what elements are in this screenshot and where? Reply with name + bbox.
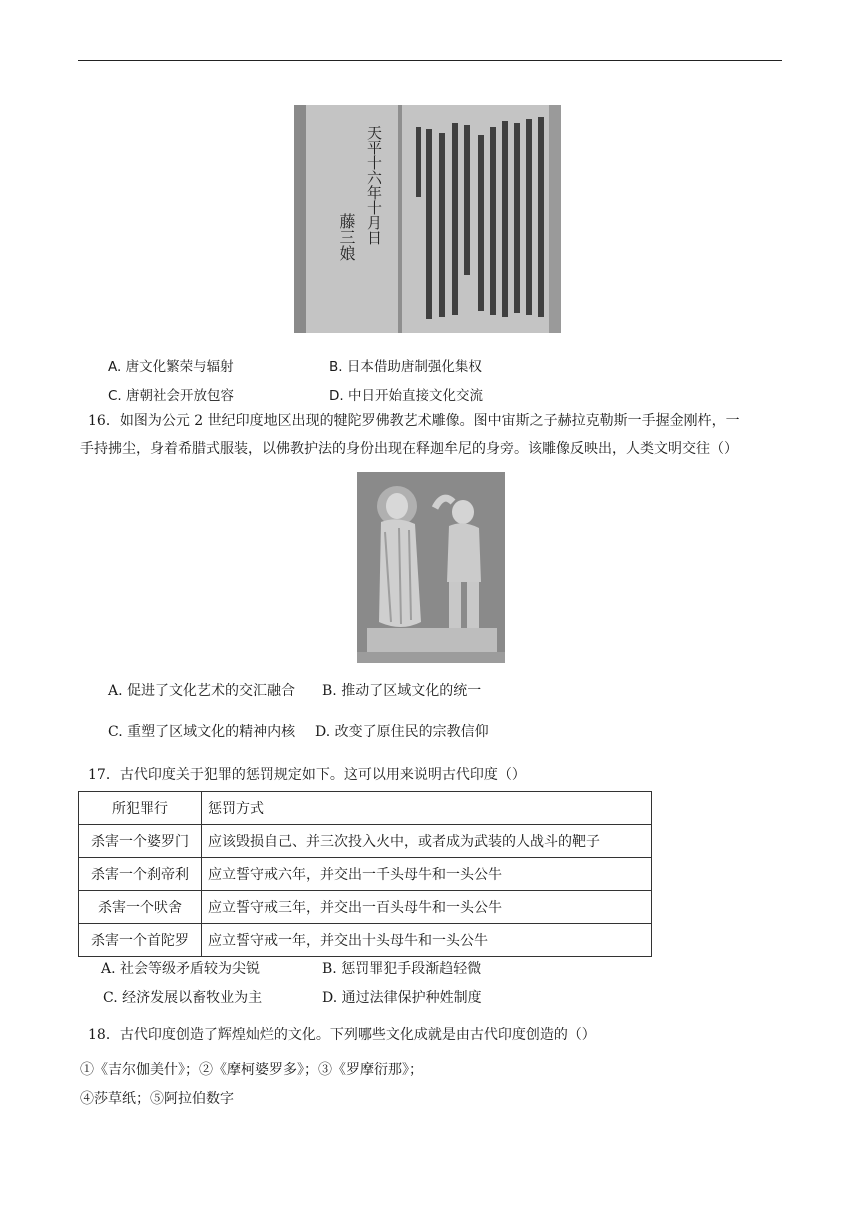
q16-stem-line2: 手持拂尘，身着希腊式服装，以佛教护法的身份出现在释迦牟尼的身旁。该雕像反映出，人类文明交往（） xyxy=(80,441,738,457)
q18-items-line2: ④莎草纸；⑤阿拉伯数字 xyxy=(80,1091,234,1107)
table-cell: 应立誓守戒六年，并交出一千头母牛和一头公牛 xyxy=(202,858,652,891)
q16-stem xyxy=(80,407,782,463)
q15-option-b[interactable]: B. 日本借助唐制强化集权 xyxy=(329,359,482,375)
q15-option-d[interactable]: D. 中日开始直接文化交流 xyxy=(329,388,483,404)
table-header-cell: 所犯罪行 xyxy=(79,792,202,825)
q18-stem: 18．古代印度创造了辉煌灿烂的文化。下列哪些文化成就是由古代印度创造的（） xyxy=(88,1027,596,1043)
q17-option-d[interactable]: D. 通过法律保护种姓制度 xyxy=(322,990,482,1006)
q16-option-b[interactable]: B. 推动了区域文化的统一 xyxy=(322,683,482,699)
q17-option-c[interactable]: C. 经济发展以畜牧业为主 xyxy=(103,990,263,1006)
table-row xyxy=(79,825,652,858)
q18-items-line1: ①《吉尔伽美什》；②《摩柯婆罗多》；③《罗摩衍那》； xyxy=(80,1062,423,1078)
q15-option-c[interactable]: C. 唐朝社会开放包容 xyxy=(108,388,235,404)
q15-option-a[interactable]: A. 唐文化繁荣与辐射 xyxy=(108,359,234,375)
q16-option-d[interactable]: D. 改变了原住民的宗教信仰 xyxy=(315,724,489,740)
table-cell: 杀害一个首陀罗 xyxy=(79,924,202,957)
table-cell: 应立誓守戒三年，并交出一百头母牛和一头公牛 xyxy=(202,891,652,924)
header-rule xyxy=(78,60,782,61)
table-row xyxy=(79,858,652,891)
table-header-cell: 惩罚方式 xyxy=(202,792,652,825)
table-cell: 杀害一个吠舍 xyxy=(79,891,202,924)
table-cell: 杀害一个婆罗门 xyxy=(79,825,202,858)
manuscript-date-text: 天平十六年十月日 xyxy=(365,125,383,245)
manuscript-signature: 藤三娘 xyxy=(337,213,356,261)
table-cell: 杀害一个刹帝利 xyxy=(79,858,202,891)
q16-stem-line1: 16．如图为公元 2 世纪印度地区出现的犍陀罗佛教艺术雕像。图中宙斯之子赫拉克勒斯一手握金刚杵，一 xyxy=(88,413,740,429)
q16-option-a[interactable]: A. 促进了文化艺术的交汇融合 xyxy=(108,683,296,699)
gandhara-sculpture-image xyxy=(357,472,505,663)
table-cell: 应立誓守戒一年，并交出十头母牛和一头公牛 xyxy=(202,924,652,957)
punishment-table xyxy=(78,791,652,957)
q17-option-a[interactable]: A. 社会等级矛盾较为尖锐 xyxy=(101,961,261,977)
q17-stem: 17．古代印度关于犯罪的惩罚规定如下。这可以用来说明古代印度（） xyxy=(88,767,526,783)
table-header-row xyxy=(79,792,652,825)
manuscript-image xyxy=(294,105,561,333)
q16-option-c[interactable]: C. 重塑了区域文化的精神内核 xyxy=(108,724,296,740)
table-cell: 应该毁损自己、并三次投入火中，或者成为武装的人战斗的靶子 xyxy=(202,825,652,858)
q17-option-b[interactable]: B. 惩罚罪犯手段渐趋轻微 xyxy=(322,961,482,977)
table-row xyxy=(79,891,652,924)
table-row xyxy=(79,924,652,957)
